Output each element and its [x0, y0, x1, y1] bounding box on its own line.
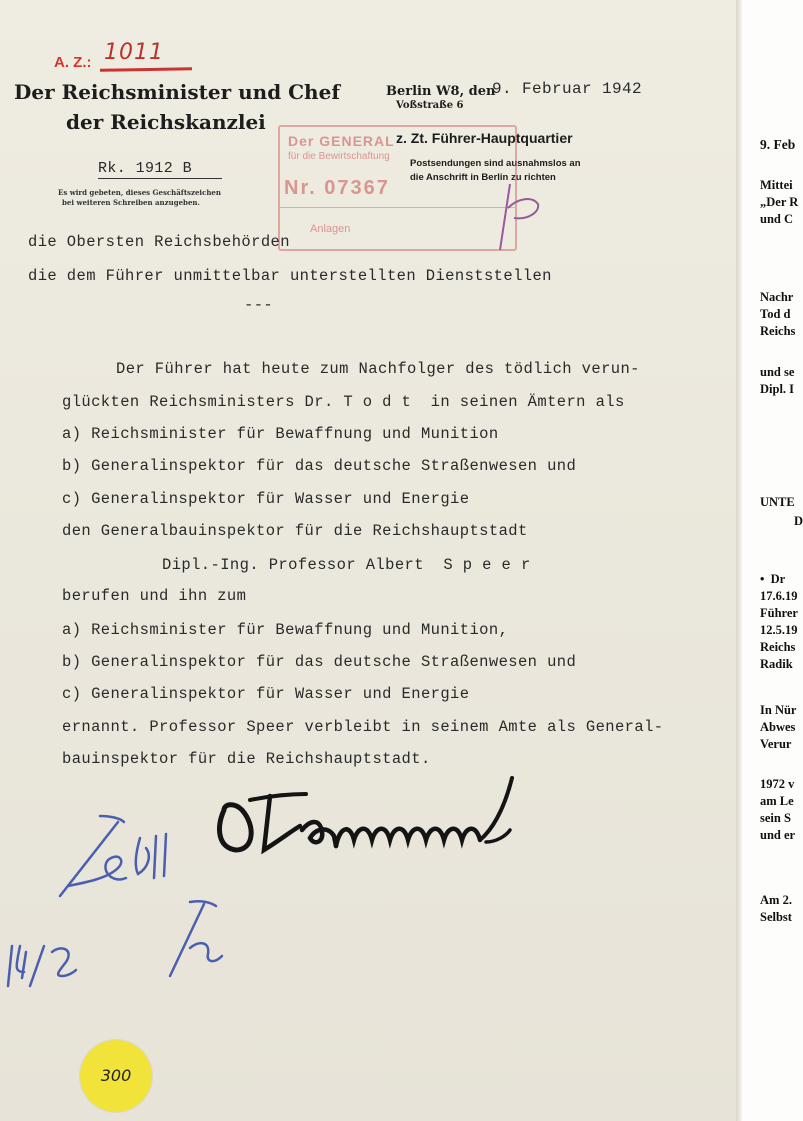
sender-subtitle: der Reichskanzlei	[66, 110, 266, 134]
hq-location: z. Zt. Führer-Hauptquartier	[396, 130, 573, 146]
reference-note-1: Es wird gebeten, dieses Geschäftszeichen	[58, 188, 221, 197]
adjacent-line-5: Nachr	[760, 290, 794, 304]
adjacent-line-3: „Der R	[760, 195, 799, 209]
body-line-1: Der Führer hat heute zum Nachfolger des tödlich verun-	[116, 360, 640, 378]
place-line: Berlin W8, den	[386, 84, 496, 99]
body-line-13: bauinspektor für die Reichshauptstadt.	[62, 750, 431, 768]
body-line-12: ernannt. Professor Speer verbleibt in seinem Amte als General-	[62, 718, 664, 736]
body-line-8: berufen und ihn zum	[62, 587, 247, 605]
adjacent-line-15: 12.5.19	[760, 623, 798, 637]
file-number-label: A. Z.:	[54, 54, 92, 71]
adjacent-line-23: sein S	[760, 811, 791, 825]
adjacent-line-25: Am 2.	[760, 893, 792, 907]
adjacent-line-17: Radik	[760, 657, 793, 671]
reference-underline	[98, 178, 222, 179]
letter-date: 9. Februar 1942	[492, 80, 643, 98]
adjacent-line-14: Führer	[760, 606, 798, 620]
body-line-2: glückten Reichsministers Dr. T o d t in seinen Ämtern als	[62, 393, 625, 411]
adjacent-line-26: Selbst	[760, 910, 792, 924]
file-number-underline	[100, 67, 192, 72]
body-line-5: c) Generalinspektor für Wasser und Energie	[62, 490, 470, 508]
adjacent-line-10: UNTE	[760, 495, 795, 509]
addressee-2: die dem Führer unmittelbar unterstellten Dienststellen	[28, 267, 552, 285]
adjacent-line-2: Mittei	[760, 178, 793, 192]
stamp-line-4: Anlagen	[310, 223, 351, 235]
body-line-11: c) Generalinspektor für Wasser und Energie	[62, 685, 470, 703]
reference-note-2: bei weiteren Schreiben anzugeben.	[62, 198, 200, 207]
adjacent-line-12: • Dr	[760, 572, 786, 586]
stamp-line-1: Der GENERAL	[288, 133, 395, 149]
pencil-initial-mark	[488, 178, 548, 258]
page-number-sticker	[80, 1040, 152, 1112]
body-line-3: a) Reichsminister für Bewaffnung und Munition	[62, 425, 499, 443]
addressee-separator: ---	[244, 296, 274, 314]
adjacent-line-9: Dipl. I	[760, 382, 795, 396]
adjacent-line-20: Verur	[760, 737, 792, 751]
adjacent-line-6: Tod d	[760, 307, 791, 321]
body-line-9: a) Reichsminister für Bewaffnung und Munition,	[62, 621, 509, 639]
adjacent-line-7: Reichs	[760, 324, 796, 338]
body-line-6: den Generalbauinspektor für die Reichshauptstadt	[62, 522, 528, 540]
stamp-rule	[280, 207, 515, 208]
body-line-7: Dipl.-Ing. Professor Albert S p e e r	[162, 556, 531, 574]
adjacent-line-24: und er	[760, 828, 796, 842]
adjacent-line-4: und C	[760, 212, 794, 226]
page-number: 300	[100, 1066, 132, 1085]
adjacent-line-8: und se	[760, 365, 795, 379]
adjacent-line-16: Reichs	[760, 640, 796, 654]
receipt-stamp	[278, 125, 517, 251]
body-line-10: b) Generalinspektor für das deutsche Straßenwesen und	[62, 653, 577, 671]
postal-note-1: Postsendungen sind ausnahmslos an	[410, 158, 581, 169]
adjacent-page	[742, 0, 800, 1121]
adjacent-line-21: 1972 v	[760, 777, 795, 791]
adjacent-line-22: am Le	[760, 794, 794, 808]
signature	[210, 770, 530, 870]
reference-number: Rk. 1912 B	[98, 160, 193, 177]
addressee-1: die Obersten Reichsbehörden	[28, 233, 290, 251]
adjacent-line-18: In Nür	[760, 703, 797, 717]
pencil-note-initials	[150, 892, 240, 982]
file-number: 1011	[104, 40, 164, 65]
sender-title: Der Reichsminister und Chef	[14, 80, 340, 104]
postal-note-2: die Anschrift in Berlin zu richten	[410, 172, 556, 183]
pencil-note-date	[0, 916, 90, 996]
adjacent-line-13: 17.6.19	[760, 589, 798, 603]
adjacent-line-19: Abwes	[760, 720, 796, 734]
body-line-4: b) Generalinspektor für das deutsche Straßenwesen und	[62, 457, 577, 475]
adjacent-line-1: 9. Feb	[760, 137, 796, 152]
adjacent-line-11: D	[794, 514, 803, 528]
stamp-line-2: für die Bewirtschaftung	[288, 151, 390, 162]
stamp-line-3: Nr. 07367	[284, 177, 390, 199]
street-line: Voßstraße 6	[396, 100, 464, 111]
